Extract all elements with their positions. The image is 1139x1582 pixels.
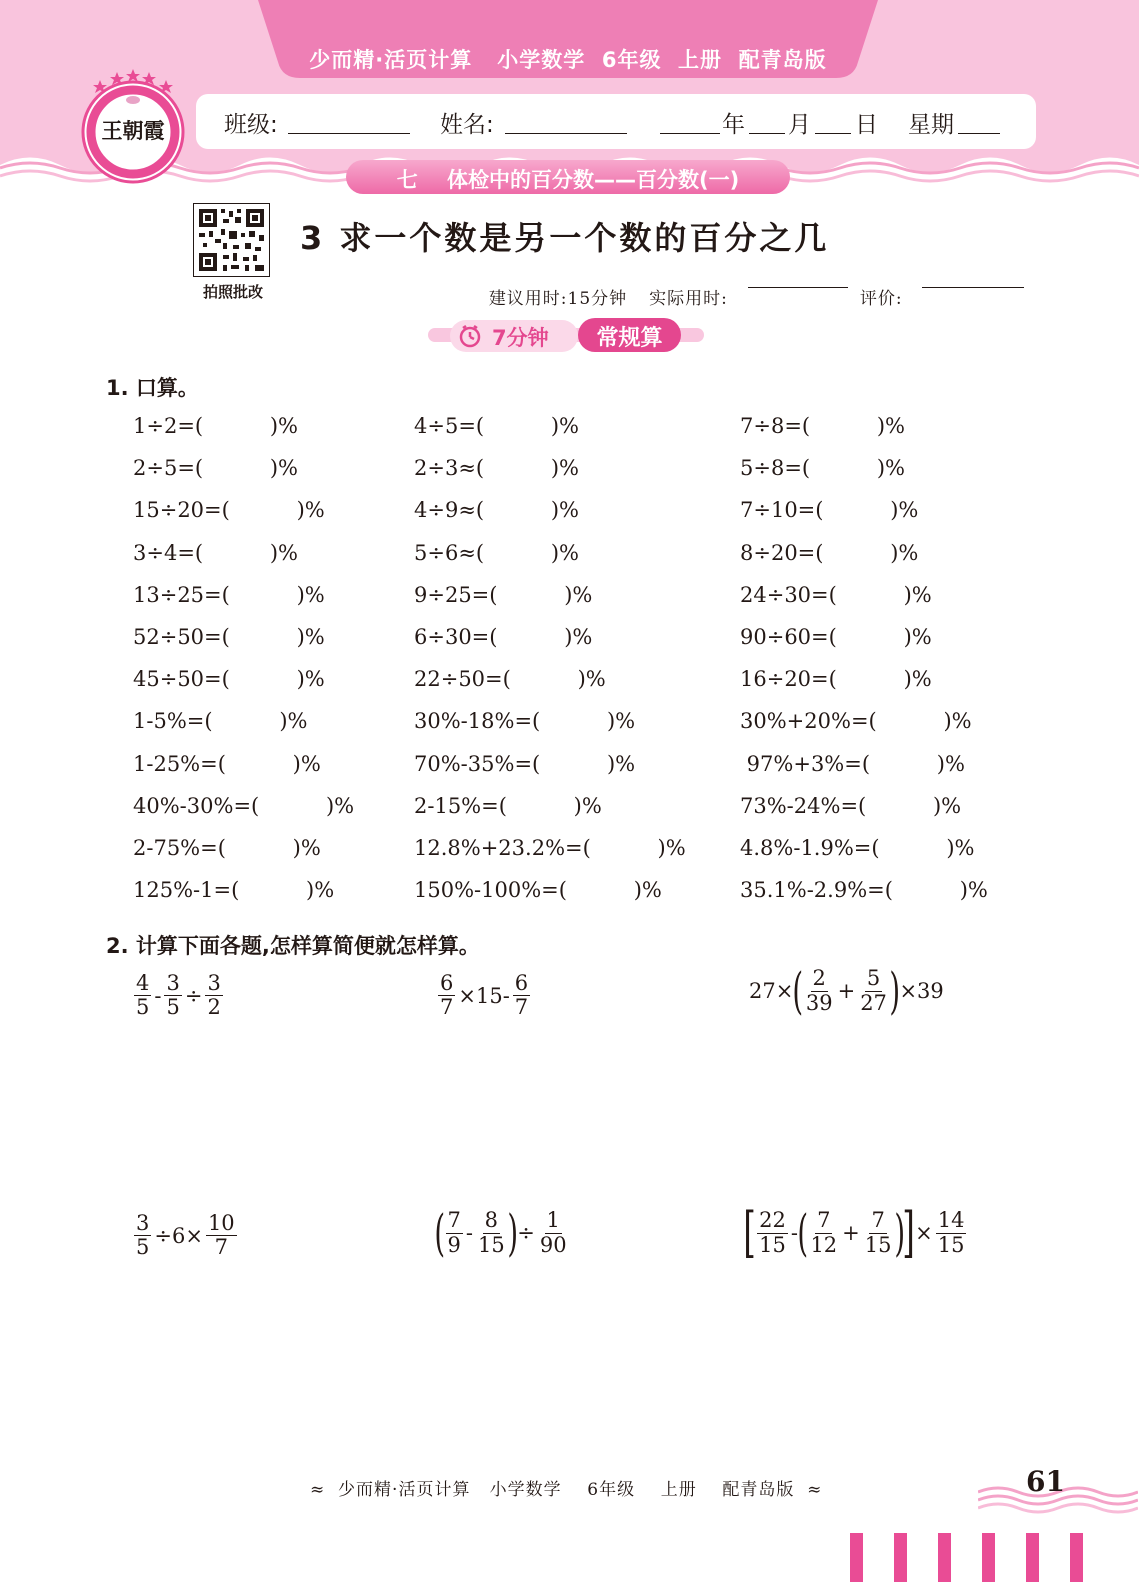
oral-calc-problem: 12.8%+23.2%=( )% bbox=[414, 836, 686, 860]
oral-calc-problem: 70%-35%=( )% bbox=[414, 751, 636, 776]
series-title: 少而精·活页计算 小学数学 6年级 上册 配青岛版 bbox=[309, 48, 827, 72]
oral-calc-problem: 30%-18%=( )% bbox=[414, 709, 636, 734]
left-bracket: [ bbox=[743, 1201, 756, 1264]
fraction: $\frac{3}{5}$ bbox=[166, 971, 180, 1020]
publisher-logo bbox=[78, 66, 188, 184]
fraction: $\frac{10}{7}$ bbox=[207, 1211, 235, 1260]
fraction: $\frac{6}{7}$ bbox=[514, 971, 529, 1020]
oral-calc-problem: 2÷5=( )% bbox=[133, 456, 299, 481]
oral-calc-problem: 52÷50=( )% bbox=[133, 625, 325, 649]
oral-calc-problem: 30%+20%=( )% bbox=[740, 709, 972, 734]
fraction: $\frac{7}{12}$ bbox=[810, 1208, 838, 1257]
fraction: $\frac{5}{27}$ bbox=[860, 966, 887, 1015]
page-number: 61 bbox=[1026, 1465, 1065, 1498]
weekday-label: 星期 bbox=[908, 112, 954, 138]
oral-calc-problem: 35.1%-2.9%=( )% bbox=[740, 878, 988, 903]
weekday-field[interactable] bbox=[958, 133, 1000, 134]
oral-calc-problem: 16÷20=( )% bbox=[740, 667, 932, 692]
left-paren: ( bbox=[434, 1204, 446, 1262]
right-paren: ) bbox=[893, 1204, 905, 1262]
year-field[interactable] bbox=[660, 133, 720, 134]
oral-calc-problem: 9÷25=( )% bbox=[414, 582, 593, 607]
fraction: $\frac{3}{2}$ bbox=[207, 971, 221, 1020]
oral-calc-problem: 1-5%=( )% bbox=[133, 709, 308, 734]
expression-1: $\frac{4}{5}$ - $\frac{3}{5}$ ÷ $\frac{3}{2}$ bbox=[136, 971, 221, 1020]
footer-stripe bbox=[1070, 1533, 1083, 1582]
actual-time-field[interactable] bbox=[748, 287, 848, 288]
fraction: $\frac{1}{90}$ bbox=[539, 1208, 567, 1257]
lesson-title: 3 求一个数是另一个数的百分之几 bbox=[300, 219, 830, 257]
fraction: $\frac{2}{39}$ bbox=[805, 966, 833, 1015]
oral-calc-problem: 150%-100%=( )% bbox=[414, 878, 662, 903]
name-label: 姓名: bbox=[440, 112, 494, 138]
logo-text: 王朝霞 bbox=[101, 118, 165, 143]
clock-icon bbox=[458, 324, 482, 348]
oral-calc-problem: 2-15%=( )% bbox=[414, 793, 602, 818]
right-paren: ) bbox=[507, 1204, 518, 1262]
fraction: $\frac{7}{9}$ bbox=[447, 1208, 461, 1257]
qr-caption: 拍照批改 bbox=[202, 283, 263, 301]
practice-label: 常规算 bbox=[596, 326, 663, 351]
month-label: 月 bbox=[788, 112, 811, 138]
oral-calc-problem: 8÷20=( )% bbox=[740, 540, 919, 565]
rating-field[interactable] bbox=[922, 287, 1024, 288]
rating-label: 评价: bbox=[859, 289, 903, 309]
oral-calc-problem: 3÷4=( )% bbox=[133, 540, 299, 565]
oral-calc-problem: 2-75%=( )% bbox=[133, 836, 321, 860]
fraction: $\frac{4}{5}$ bbox=[136, 971, 150, 1020]
fraction: $\frac{8}{15}$ bbox=[478, 1208, 505, 1257]
oral-calc-problem: 73%-24%=( )% bbox=[740, 793, 962, 818]
oral-calc-problem: 4÷5=( )% bbox=[414, 414, 580, 438]
footer-series: ≈ 少而精·活页计算 小学数学 6年级 上册 配青岛版 ≈ bbox=[310, 1480, 823, 1500]
fraction: $\frac{14}{15}$ bbox=[937, 1208, 965, 1257]
fraction: $\frac{3}{5}$ bbox=[136, 1211, 150, 1260]
oral-calc-problem: 125%-1=( )% bbox=[133, 878, 335, 903]
oral-calc-problem: 97%+3%=( )% bbox=[740, 751, 965, 776]
oral-calc-problem: 13÷25=( )% bbox=[133, 582, 325, 607]
class-field[interactable] bbox=[288, 133, 410, 134]
expression-5: ( $\frac{7}{9}$ - $\frac{8}{15}$ ) ÷ $\frac{1}{90}$ bbox=[434, 1204, 567, 1262]
qr-code[interactable] bbox=[193, 203, 270, 277]
day-label: 日 bbox=[855, 112, 878, 138]
oral-calc-problem: 2÷3≈( )% bbox=[414, 456, 580, 481]
month-field[interactable] bbox=[749, 133, 785, 134]
section2-heading: 2. 计算下面各题,怎样算简便就怎样算。 bbox=[106, 934, 480, 958]
oral-calc-problem: 4.8%-1.9%=( )% bbox=[740, 836, 975, 860]
oral-calc-problem: 7÷10=( )% bbox=[740, 498, 919, 523]
section1-heading: 1. 口算。 bbox=[106, 376, 199, 400]
oral-calc-problem: 6÷30=( )% bbox=[414, 625, 593, 649]
fraction: $\frac{6}{7}$ bbox=[440, 971, 454, 1020]
right-paren: ) bbox=[889, 962, 901, 1020]
actual-time-label: 实际用时: bbox=[649, 289, 728, 309]
practice-time: 7分钟 bbox=[492, 326, 549, 350]
year-label: 年 bbox=[722, 112, 745, 138]
footer-stripe bbox=[1026, 1533, 1039, 1582]
oral-calc-problem: 4÷9≈( )% bbox=[414, 498, 580, 523]
oral-calc-problem: 15÷20=( )% bbox=[133, 498, 325, 523]
left-paren: ( bbox=[797, 1204, 809, 1262]
left-paren: ( bbox=[792, 962, 804, 1020]
expression-6: [ $\frac{22}{15}$ - ( $\frac{7}{12}$ + $\frac{7}{15}$ ) ] × $\frac{14}{15}$ bbox=[743, 1201, 965, 1264]
chapter-title: 七 体检中的百分数——百分数(一) bbox=[396, 168, 740, 192]
name-field[interactable] bbox=[505, 133, 627, 134]
right-bracket: ] bbox=[902, 1201, 915, 1264]
suggested-time: 建议用时:15分钟 bbox=[488, 289, 628, 309]
oral-calc-problem: 7÷8=( )% bbox=[740, 414, 906, 438]
fraction: $\frac{7}{15}$ bbox=[864, 1208, 892, 1257]
expression-4: $\frac{3}{5}$ ÷6× $\frac{10}{7}$ bbox=[136, 1211, 235, 1260]
footer-stripe bbox=[894, 1533, 907, 1582]
oral-calc-problem: 1-25%=( )% bbox=[133, 751, 321, 776]
oral-calc-problem: 5÷8=( )% bbox=[740, 456, 906, 481]
oral-calc-problem: 1÷2=( )% bbox=[133, 414, 299, 438]
footer-stripe bbox=[982, 1533, 995, 1582]
oral-calc-problem: 90÷60=( )% bbox=[740, 625, 932, 649]
day-field[interactable] bbox=[815, 133, 851, 134]
oral-calc-problem: 5÷6≈( )% bbox=[414, 540, 580, 565]
fraction: $\frac{22}{15}$ bbox=[759, 1208, 786, 1257]
oral-calc-problem: 40%-30%=( )% bbox=[133, 793, 355, 818]
oral-calc-problem: 45÷50=( )% bbox=[133, 667, 325, 692]
expression-3: 27× ( $\frac{2}{39}$ + $\frac{5}{27}$ ) ×39 bbox=[749, 962, 944, 1020]
expression-2: $\frac{6}{7}$ ×15- $\frac{6}{7}$ bbox=[440, 971, 529, 1020]
footer-stripe bbox=[850, 1533, 863, 1582]
footer-stripe bbox=[938, 1533, 951, 1582]
oral-calc-problem: 24÷30=( )% bbox=[740, 582, 932, 607]
oral-calc-problem: 22÷50=( )% bbox=[414, 667, 606, 692]
class-label: 班级: bbox=[224, 112, 278, 138]
